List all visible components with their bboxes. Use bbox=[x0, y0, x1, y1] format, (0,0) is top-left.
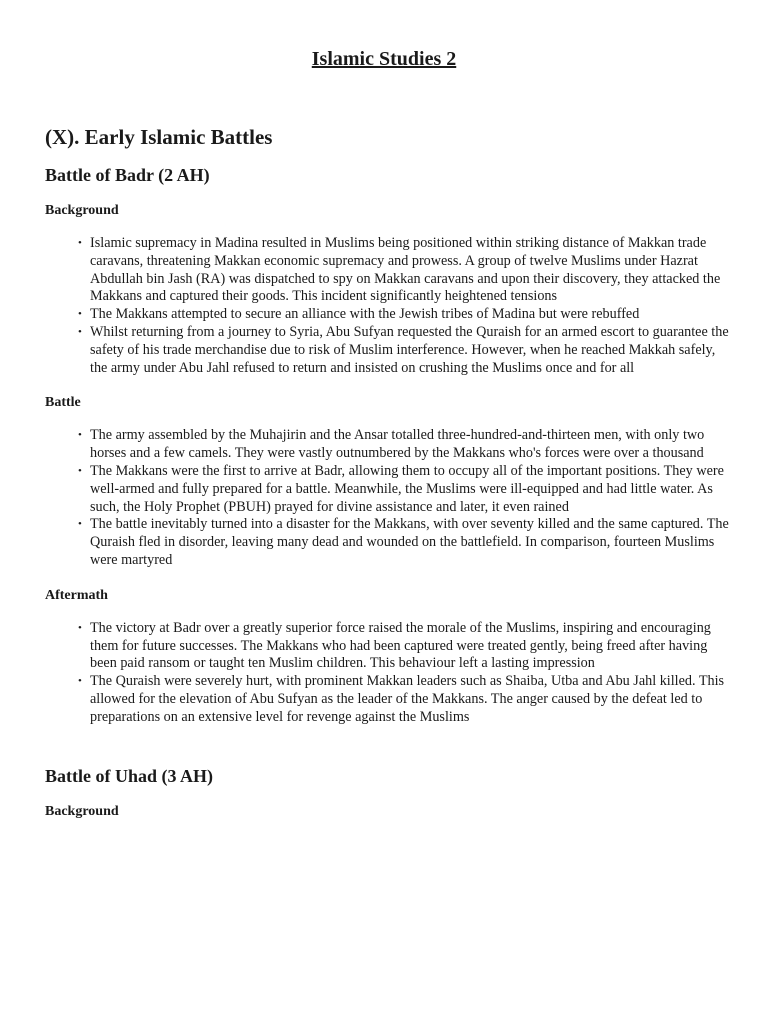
list-item: • The Makkans were the first to arrive at Badr, allowing them to occupy all of the important positions. They were well-armed and fully prepared for a battle. Meanwhile, the Muslims were ill-equipped and had little water. As such, the Holy Prophet (PBUH) prayed for divine assistance and later, it even rained bbox=[78, 462, 724, 515]
badr-battle-heading: Battle bbox=[45, 395, 81, 411]
chapter-heading: (X). Early Islamic Battles bbox=[45, 125, 273, 149]
list-item: • The battle inevitably turned into a disaster for the Makkans, with over seventy killed and the same captured. The Quraish fled in disorder, leaving many dead and wounded on the battlefield. In comparison, fourteen Muslims were martyred bbox=[78, 516, 729, 568]
list-item: • The victory at Badr over a greatly superior force raised the morale of the Muslims, inspiring and encouraging them for future successes. The Makkans who had been captured were treated gently, being freed after having been paid ransom or taught ten Muslim children. This behaviour left a lasting impression bbox=[78, 619, 711, 672]
bullet-icon: • bbox=[78, 464, 82, 477]
list-item: • The Makkans attempted to secure an alliance with the Jewish tribes of Madina but were rebuffed bbox=[78, 306, 640, 323]
bullet-icon: • bbox=[78, 325, 82, 338]
bullet-icon: • bbox=[78, 237, 82, 249]
bullet-icon: • bbox=[78, 675, 82, 688]
list-item: • The Quraish were severely hurt, with prominent Makkan leaders such as Shaiba, Utba and Abu Jahl killed. This allowed for the elevation of Abu Sufyan as the leader of the Makkans. The anger caused by the defeat led to preparations on an extensive level for revenge against the Muslims bbox=[78, 673, 725, 725]
document-title: Islamic Studies 2 bbox=[311, 48, 457, 70]
document-content bbox=[45, 122, 735, 836]
badr-aftermath-list bbox=[45, 620, 735, 727]
bullet-icon: • bbox=[78, 429, 82, 442]
badr-background-heading: Background bbox=[45, 203, 119, 218]
bullet-icon: • bbox=[78, 518, 82, 531]
bullet-icon: • bbox=[78, 621, 82, 634]
badr-background-list bbox=[45, 235, 735, 377]
badr-aftermath-heading: Aftermath bbox=[45, 587, 108, 603]
battle-uhad-heading: Battle of Uhad (3 AH) bbox=[45, 765, 213, 786]
battle-badr-heading: Battle of Badr (2 AH) bbox=[45, 165, 210, 185]
bullet-icon: • bbox=[78, 308, 82, 321]
badr-battle-list bbox=[45, 427, 735, 569]
uhad-background-heading: Background bbox=[45, 803, 119, 819]
list-item: • Whilst returning from a journey to Syria, Abu Sufyan requested the Quraish for an armed escort to guarantee the safety of his trade merchandise due to risk of Muslim interference. However, when he reached Makkah safely, the army under Abu Jahl refused to return and insisted on crushing the Muslims once and for all bbox=[78, 323, 729, 376]
list-item: • The army assembled by the Muhajirin and the Ansar totalled three-hundred-and-thirteen men, with only two horses and a few camels. They were vastly outnumbered by the Makkans who's forces were over a thousand bbox=[78, 427, 705, 462]
list-item: • Islamic supremacy in Madina resulted in Muslims being positioned within striking distance of Makkan trade caravans, threatening Makkan economic supremacy and prowess. A group of twelve Muslims under Hazrat Abdullah bin Jash (RA) was dispatched to spy on Makkan caravans and upon their discovery, they attacked the Makkans and captured their goods. This incident significantly heightened tensions bbox=[78, 235, 721, 305]
